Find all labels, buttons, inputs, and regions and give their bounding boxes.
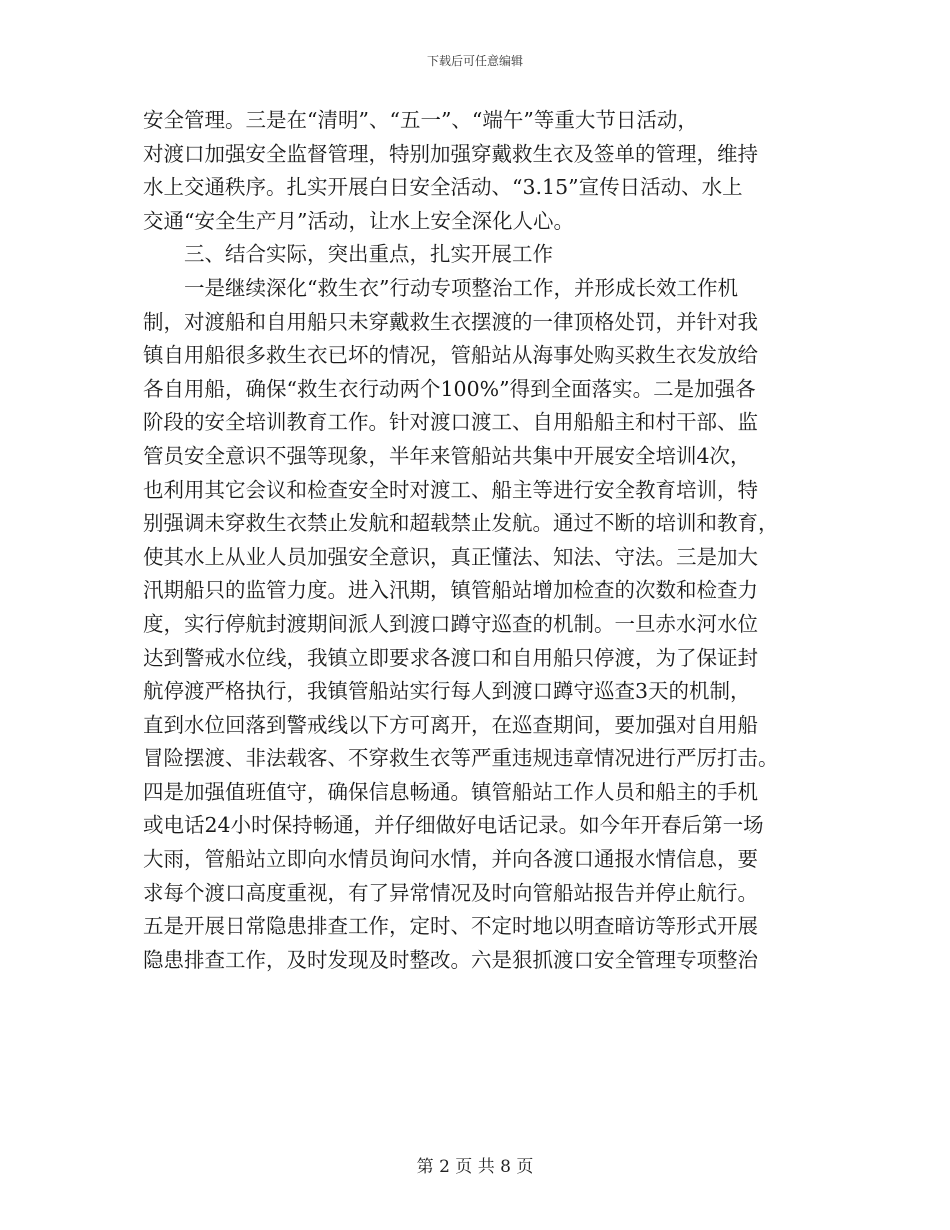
text-line: 各自用船，确保“救生衣行动两个100%”得到全面落实。二是加强各 [143,376,756,401]
page-header: 下载后可任意编辑 [426,54,523,68]
text-line: 水上交通秩序。扎实开展白日安全活动、“3.15”宣传日活动、水上 [143,175,743,200]
text-line: 安全管理。三是在“清明”、“五一”、“端午”等重大节日活动， [143,108,698,132]
text-line: 航停渡严格执行，我镇管船站实行每人到渡口蹲守巡查3天的机制， [143,679,751,704]
text-line: 达到警戒水位线，我镇立即要求各渡口和自用船只停渡，为了保证封 [143,645,758,670]
text-line: 度，实行停航封渡期间派人到渡口蹲守巡查的机制。一旦赤水河水位 [143,611,758,636]
text-line: 也利用其它会议和检查安全时对渡工、船主等进行安全教育培训，特 [143,477,758,502]
text-line: 直到水位回落到警戒线以下方可离开，在巡查期间，要加强对自用船 [143,712,758,737]
text-line: 五是开展日常隐患排查工作，定时、不定时地以明查暗访等形式开展 [143,914,758,939]
text-line: 或电话24小时保持畅通，并仔细做好电话记录。如今年开春后第一场 [143,813,764,838]
text-line: 汛期船只的监管力度。进入汛期，镇管船站增加检查的次数和检查力 [143,578,758,603]
text-line: 对渡口加强安全监督管理，特别加强穿戴救生衣及签单的管理，维持 [143,141,758,166]
text-line: 四是加强值班值守，确保信息畅通。镇管船站工作人员和船主的手机 [143,779,758,804]
text-line: 交通“安全生产月”活动，让水上安全深化人心。 [143,208,574,233]
text-line: 管员安全意识不强等现象，半年来管船站共集中开展安全培训4次， [143,443,751,468]
text-line: 一是继续深化“救生衣”行动专项整治工作，并形成长效工作机 [184,275,738,300]
text-line: 别强调未穿救生衣禁止发航和超载禁止发航。通过不断的培训和教育， [143,511,779,536]
document-body [143,104,808,977]
page-footer: 第 2 页 共 8 页 [416,1157,534,1177]
text-line: 大雨，管船站立即向水情员询问水情，并向各渡口通报水情信息，要 [143,847,758,872]
text-line: 制，对渡船和自用船只未穿戴救生衣摆渡的一律顶格处罚，并针对我 [143,309,758,334]
text-line: 使其水上从业人员加强安全意识，真正懂法、知法、守法。三是加大 [143,544,758,569]
text-line: 三、结合实际，突出重点，扎实开展工作 [184,242,553,267]
text-line: 隐患排查工作，及时发现及时整改。六是狠抓渡口安全管理专项整治 [143,947,758,972]
text-line: 镇自用船很多救生衣已坏的情况，管船站从海事处购买救生衣发放给 [143,343,758,368]
text-line: 冒险摆渡、非法载客、不穿救生衣等严重违规违章情况进行严厉打击。 [143,746,779,771]
text-line: 求每个渡口高度重视，有了异常情况及时向管船站报告并停止航行。 [143,880,758,905]
text-line: 阶段的安全培训教育工作。针对渡口渡工、自用船船主和村干部、监 [143,410,758,435]
